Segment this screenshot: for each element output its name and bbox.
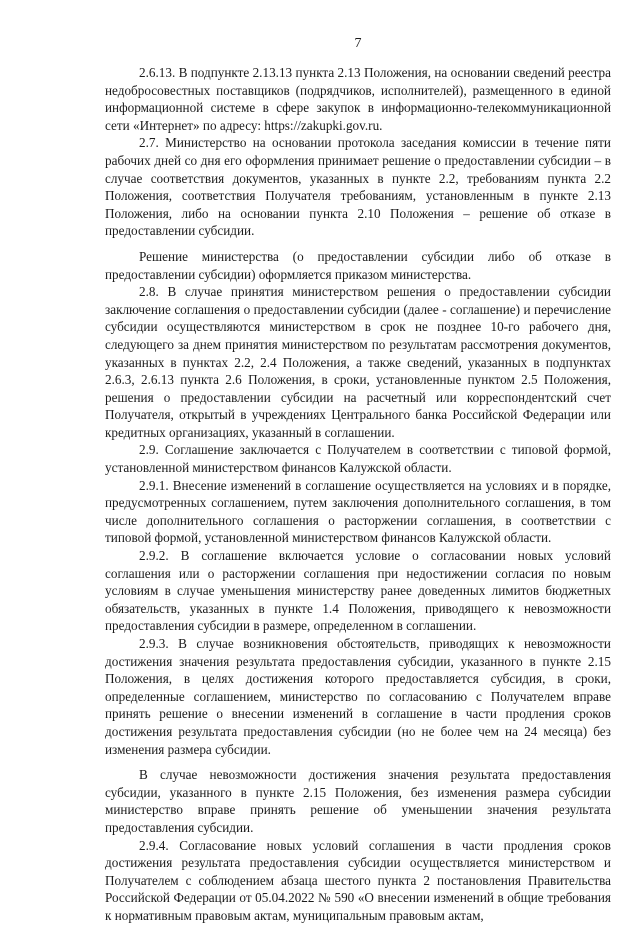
paragraph-2-9-1: 2.9.1. Внесение изменений в соглашение осуществляется на условиях и в порядке, предусмотренных соглашением, путем заключения дополнительного соглашения, в том числе дополнительного соглашения о расторжении соглашения, в соответствии с типовой формой, установленной министерством финансов Калужской области. — [105, 477, 611, 546]
paragraph-decision: Решение министерства (о предоставлении субсидии либо об отказе в предоставлении субсидии) оформляется приказом министерства. — [105, 248, 611, 282]
paragraph-2-9: 2.9. Соглашение заключается с Получателем в соответствии с типовой формой, установленной министерством финансов Калужской области. — [105, 442, 611, 476]
paragraph-2-7: 2.7. Министерство на основании протокола заседания комиссии в течение пяти рабочих дней со дня его оформления принимает решение о предоставлении субсидии – в случае соответствия документов, указанных в пункте 2.2, требованиям пункта 2.2 Положения, соответствия Получателя требованиям, установленным в пункте 2.13 Положения, либо на основании пункта 2.10 Положения – решение об отказе в предоставлении субсидии. — [105, 135, 611, 239]
paragraph-2-9-3: 2.9.3. В случае возникновения обстоятельств, приводящих к невозможности достижения значения результата предоставления субсидии, указанного в пункте 2.15 Положения, в целях достижения которого предоставляется субсидия, в сроки, определенные соглашением, министерство по согласованию с Получателем вправе принять решение о внесении изменений в соглашение в части продления сроков достижения результата предоставления субсидии (но не более чем на 24 месяца) без изменения размера субсидии. — [105, 636, 611, 757]
paragraph-2-8: 2.8. В случае принятия министерством решения о предоставлении субсидии заключение соглашения о предоставлении субсидии (далее - соглашение) и перечисление субсидии осуществляются министерством в срок не позднее 10-го рабочего дня, следующего за днем принятия министерством по результатам рассмотрения документов, указанных в пунктах 2.2, 2.4 Положения, а также сведений, указанных в подпунктах 2.6.3, 2.6.13 пункта 2.6 Положения, в сроки, установленные пунктом 2.5 Положения, решения о предоставлении субсидии на расчетный или корреспондентский счет Получателя, открытый в учреждениях Центрального банка Российской Федерации или кредитных организациях, указанный в соглашении. — [105, 284, 611, 440]
paragraph-impossibility: В случае невозможности достижения значения результата предоставления субсидии, указанного в пункте 2.15 Положения, без изменения размера субсидии министерство вправе принять решение об уменьшении значения результата предоставления субсидии. — [105, 767, 611, 835]
paragraph-2-6-13: 2.6.13. В подпункте 2.13.13 пункта 2.13 Положения, на основании сведений реестра недобросовестных поставщиков (подрядчиков, исполнителей), размещенного в единой информационной системе в сфере закупок в информационно-телекоммуникационной сети «Интернет» по адресу: https://zakupki.gov.ru. — [105, 65, 611, 133]
page-number: 7 — [354, 36, 362, 51]
paragraph-2-9-2: 2.9.2. В соглашение включается условие о согласовании новых условий соглашения или о расторжении соглашения при недостижении согласия по новым условиям в случае уменьшения министерству ранее доведенных лимитов бюджетных обязательств, указанных в пункте 1.4 Положения, приводящего к невозможности предоставления субсидии в размере, определенном в соглашении. — [105, 548, 611, 634]
paragraph-2-9-4: 2.9.4. Согласование новых условий соглашения в части продления сроков достижения результата предоставления субсидии осуществляется министерством и Получателем с соблюдением абзаца шестого пункта 2 постановления Правительства Российской Федерации от 05.04.2022 № 590 «О внесении изменений в общие требования к нормативным правовым актам, муниципальным правовым актам, — [105, 837, 611, 923]
